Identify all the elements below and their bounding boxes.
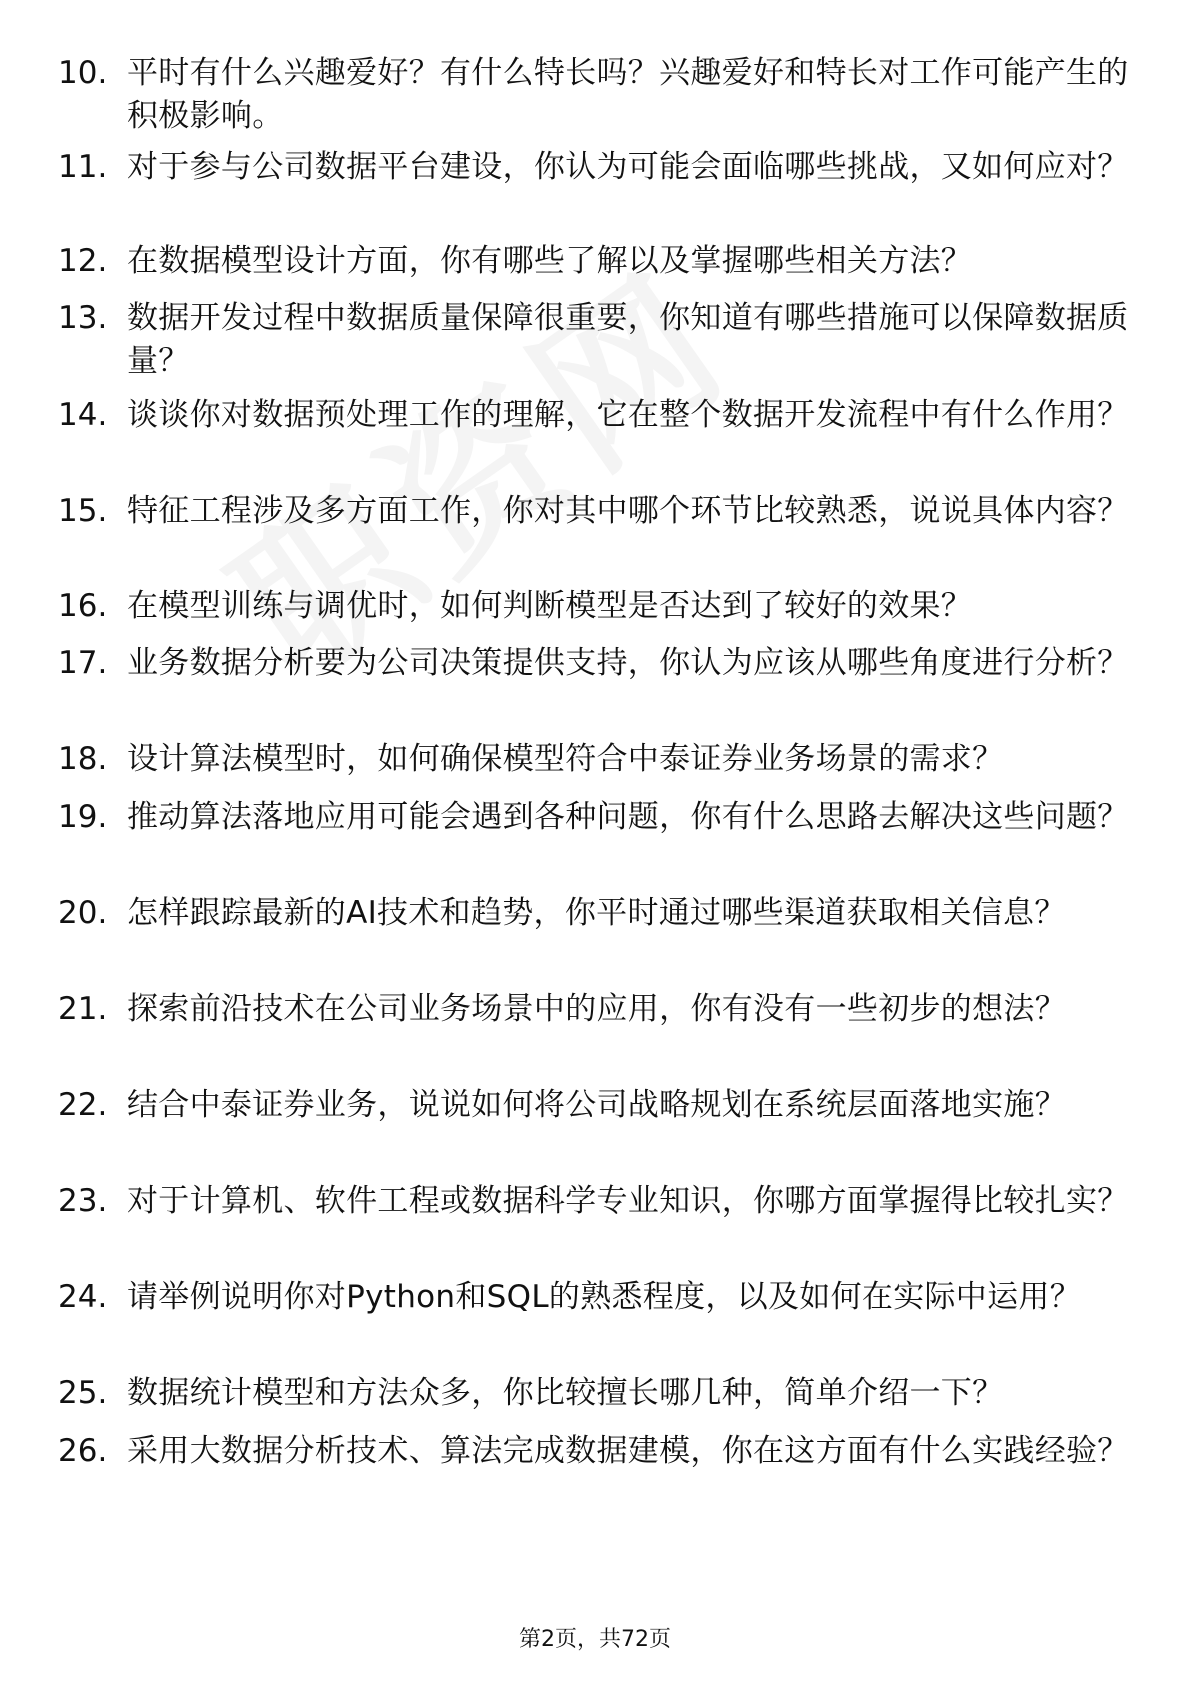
question-text: 探索前沿技术在公司业务场景中的应用，你有没有一些初步的想法？ bbox=[127, 991, 1066, 1027]
question-text: 设计算法模型时，如何确保模型符合中泰证券业务场景的需求？ bbox=[127, 741, 1004, 777]
question-number: 19. bbox=[58, 799, 108, 835]
question-number: 23. bbox=[58, 1183, 108, 1219]
question-text: 谈谈你对数据预处理工作的理解，它在整个数据开发流程中有什么作用？ bbox=[127, 397, 1129, 433]
question-number: 25. bbox=[58, 1375, 108, 1411]
question-text: 在数据模型设计方面，你有哪些了解以及掌握哪些相关方法？ bbox=[127, 243, 973, 279]
question-text: 推动算法落地应用可能会遇到各种问题，你有什么思路去解决这些问题？ bbox=[127, 799, 1129, 835]
question-number: 21. bbox=[58, 991, 108, 1027]
question-text: 数据开发过程中数据质量保障很重要，你知道有哪些措施可以保障数据质量？ bbox=[127, 300, 1129, 379]
question-number: 12. bbox=[58, 243, 108, 279]
question-text: 数据统计模型和方法众多，你比较擅长哪几种，简单介绍一下？ bbox=[127, 1375, 1004, 1411]
question-number: 17. bbox=[58, 645, 108, 681]
question-number: 14. bbox=[58, 397, 108, 433]
question-number: 16. bbox=[58, 588, 108, 624]
question-number: 15. bbox=[58, 493, 108, 529]
question-text: 对于计算机、软件工程或数据科学专业知识，你哪方面掌握得比较扎实？ bbox=[127, 1183, 1129, 1219]
question-text: 平时有什么兴趣爱好？有什么特长吗？兴趣爱好和特长对工作可能产生的积极影响。 bbox=[127, 55, 1129, 134]
question-number: 26. bbox=[58, 1433, 108, 1469]
question-number: 18. bbox=[58, 741, 108, 777]
question-number: 13. bbox=[58, 300, 108, 336]
question-text: 结合中泰证券业务，说说如何将公司战略规划在系统层面落地实施？ bbox=[127, 1087, 1066, 1123]
question-text: 怎样跟踪最新的AI技术和趋势，你平时通过哪些渠道获取相关信息？ bbox=[127, 895, 1066, 931]
question-text: 业务数据分析要为公司决策提供支持，你认为应该从哪些角度进行分析？ bbox=[127, 645, 1129, 681]
question-text: 对于参与公司数据平台建设，你认为可能会面临哪些挑战，又如何应对？ bbox=[127, 149, 1129, 185]
question-number: 22. bbox=[58, 1087, 108, 1123]
question-text: 在模型训练与调优时，如何判断模型是否达到了较好的效果？ bbox=[127, 588, 973, 624]
question-number: 24. bbox=[58, 1279, 108, 1315]
question-text: 请举例说明你对Python和SQL的熟悉程度，以及如何在实际中运用？ bbox=[127, 1279, 1082, 1315]
question-number: 11. bbox=[58, 149, 108, 185]
question-number: 10. bbox=[58, 55, 108, 91]
page-number: 第2页，共72页 bbox=[519, 1627, 671, 1652]
question-number: 20. bbox=[58, 895, 108, 931]
question-text: 特征工程涉及多方面工作，你对其中哪个环节比较熟悉，说说具体内容？ bbox=[127, 493, 1129, 529]
question-text: 采用大数据分析技术、算法完成数据建模，你在这方面有什么实践经验？ bbox=[127, 1433, 1129, 1469]
